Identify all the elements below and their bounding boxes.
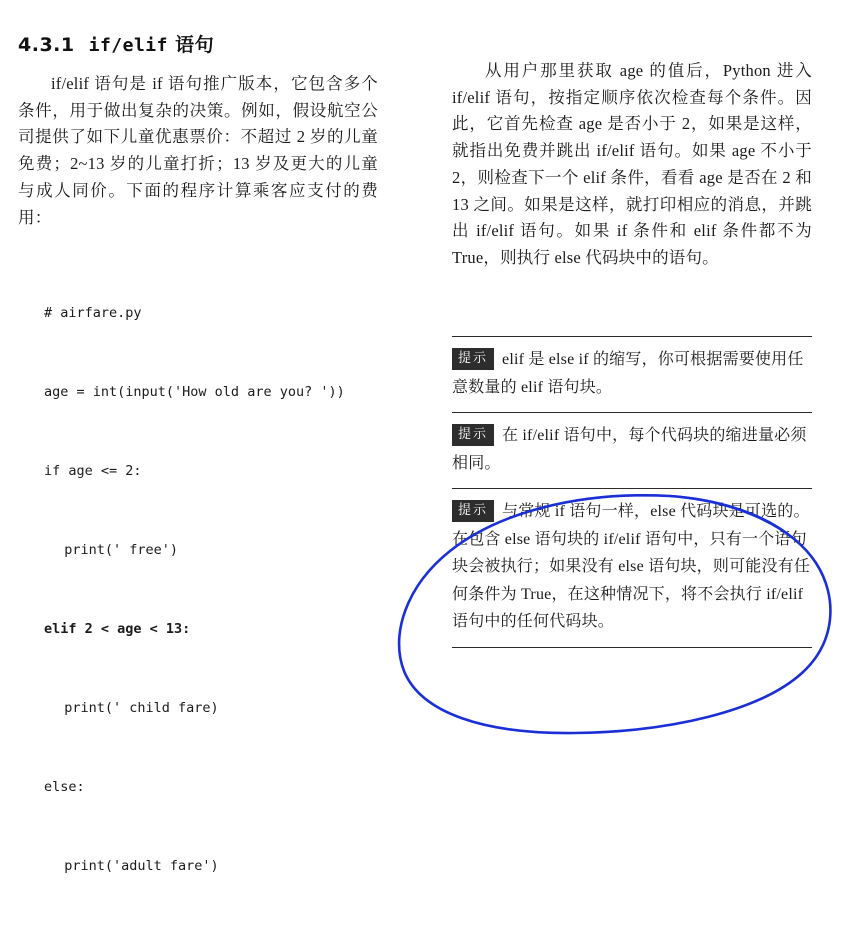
code-line: print(' free') bbox=[64, 541, 179, 558]
tip-item bbox=[452, 412, 812, 488]
code-line: print('adult fare') bbox=[64, 857, 219, 874]
tip-text: elif 是 else if 的缩写，你可根据需要使用任意数量的 elif 语句块。 bbox=[452, 351, 804, 396]
tip-item bbox=[452, 336, 812, 412]
tip-text: 与常规 if 语句一样，else 代码块是可选的。在包含 else 语句块的 if/elif 语句中，只有一个语句块会被执行；如果没有 else 语句块，则可能没有任何条件为 True，在这种情况下，将不会执行 if/elif 语句中的任何代码块。 bbox=[452, 503, 811, 631]
section-title-rest: 语句 bbox=[175, 34, 215, 56]
right-body-paragraph: 从用户那里获取 age 的值后，Python 进入 if/elif 语句，按指定顺序依次检查每个条件。因此，它首先检查 age 是否小于 2，如果是这样，就指出免费并跳出 if/elif 语句。如果 age 不小于 2，则检查下一个 elif 条件，看看 age 是否在 2 和 13 之间。如果是这样，就打印相应的消息，并跳出 if/elif 语句。如果 if 条件和 elif 条件都不为 True，则执行 else 代码块中的语句。 bbox=[452, 61, 812, 268]
tip-badge: 提示 bbox=[452, 424, 494, 446]
right-column bbox=[452, 0, 812, 272]
section-heading bbox=[18, 0, 378, 57]
code-line: age = int(input('How old are you? ')) bbox=[44, 383, 345, 400]
left-body-paragraph: if/elif 语句是 if 语句推广版本，它包含多个条件，用于做出复杂的决策。例如，假设航空公司提供了如下儿童优惠票价：不超过 2 岁的儿童免费；2~13 岁的儿童打折；13 岁及更大的儿童与成人同价。下面的程序计算乘客应支付的费用： bbox=[18, 74, 378, 227]
code-line: if age <= 2: bbox=[44, 462, 142, 479]
left-column bbox=[18, 0, 378, 931]
code-line: else: bbox=[44, 778, 85, 795]
code-line: elif 2 < age < 13: bbox=[44, 620, 191, 637]
tip-badge: 提示 bbox=[452, 348, 494, 370]
tip-badge: 提示 bbox=[452, 500, 494, 522]
code-line: print(' child fare) bbox=[64, 699, 219, 716]
tip-list bbox=[452, 336, 812, 648]
tip-text: 在 if/elif 语句中，每个代码块的缩进量必须相同。 bbox=[452, 427, 807, 472]
section-number: 4.3.1 bbox=[18, 34, 75, 56]
code-line: # airfare.py bbox=[44, 304, 142, 321]
tip-item bbox=[452, 488, 812, 648]
section-title-mono: if/elif bbox=[88, 35, 168, 56]
code-block bbox=[44, 247, 378, 931]
